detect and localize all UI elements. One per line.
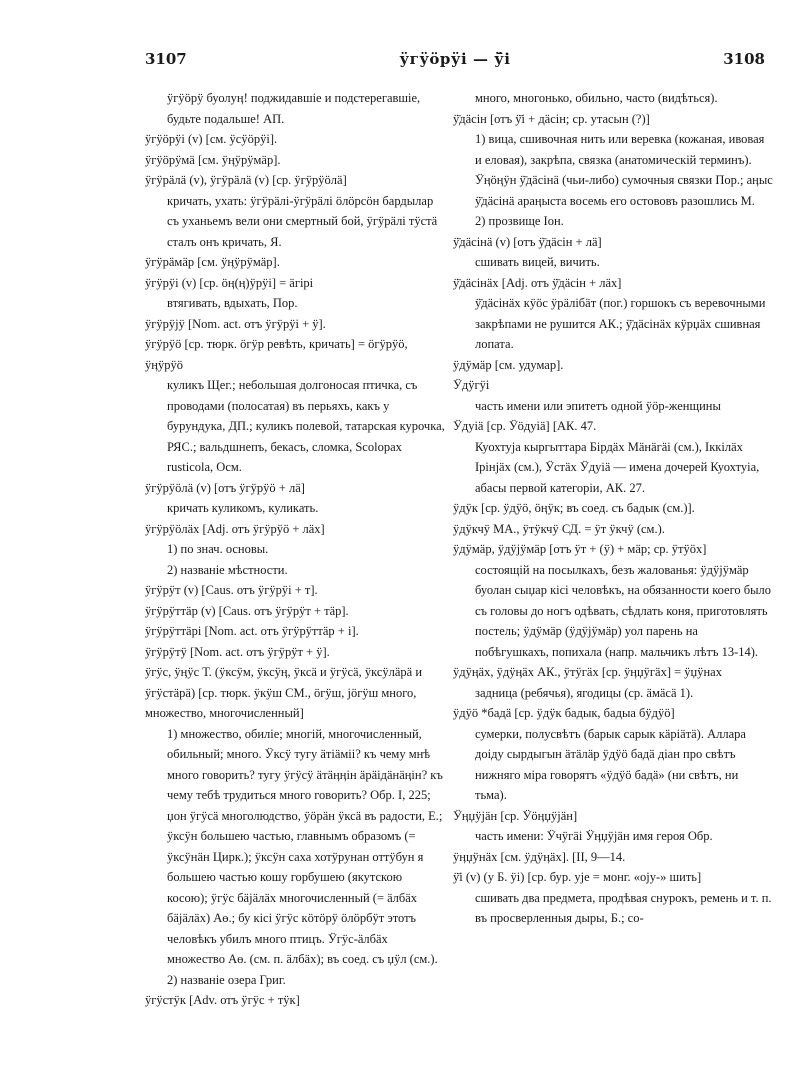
definition-text: кричать куликомъ, куликать. — [167, 501, 319, 515]
definition-text: задница (ребячья), ягодицы (ср. ӓмӓсӓ 1). — [475, 685, 694, 700]
dictionary-headword: Ӱӊџӱјӓн [ср. Ӱӧӊџӱјӓн] — [453, 808, 578, 823]
dictionary-headword: ӱгӱрӱӧ [ср. тюрк. ӧгӱр ревѣть, кричать] = ӧгӱрӱӧ, ӱӊӱрӱӧ — [145, 337, 408, 372]
dictionary-headword: ӱдӱӧ *бадӓ [ср. ӱдӱк бадык, бадыа бӱдӱӧ] — [453, 706, 675, 720]
dictionary-headword: ӱгӱстӱк [Adv. отъ ӱгӱс + тӱк] — [145, 993, 300, 1007]
dictionary-headword: ӱгӱрӱттӓрі [Nom. act. отъ ӱгӱрӱттӓр + і]. — [145, 624, 359, 638]
running-title: ӱгӱӧрӱі — ӱ̄і — [399, 50, 511, 68]
definition-text: сумерки, полусвѣтъ (барык сарык кӓріӓтӓ). Аллара доіду сырдыгын ӓтӓлӓр ӱдӱӧ бадӓ діан про свѣтъ нижняго міра говорятъ «ӱдӱӧ бадӓ» (ни свѣтъ, ни тьма). — [475, 726, 746, 802]
dictionary-headword: ӱгӱс, ӱӊӱс Т. (ӱксӱм, ӱксӱӊ, ӱксӓ и ӱгӱсӓ, ӱксӱлӓрӓ и ӱгӱстӓрӓ) [ср. тюрк. ӱкӱш СМ., ӧгӱш, јӧгӱш много, множество, многочисленный] — [145, 665, 423, 720]
dictionary-headword: ӱгӱӧрӱі (v) [см. ӱсӱӧрӱі]. — [145, 132, 278, 146]
page-header — [145, 50, 765, 72]
dictionary-headword: ӱ̄і (v) (у Б. ӱі) [ср. бур. ује = монг. «оју-» шить] — [453, 870, 702, 884]
dictionary-headword: ӱгӱрӓлӓ (v), ӱгӱрӓлӓ (v) [ср. ӱгӱрӱӧлӓ] — [145, 173, 347, 187]
continued-text: ӱгӱӧрӱ буолуӊ! поджидавшіе и подстерегавшіе, будьте подальше! АП. — [167, 91, 421, 126]
dictionary-headword: ӱӊџӱнӓх [см. ӱдӱӊӓх]. [ІІ, 9—14. — [453, 849, 626, 864]
numbered-sense: 2) названіе озера Григ. — [167, 972, 286, 987]
dictionary-headword: Ӱдӱгӱі — [453, 378, 490, 392]
definition-text: часть имени: Ӱчӱгӓі Ӱӊџӱјӓн имя героя Обр. — [475, 829, 713, 843]
dictionary-headword: ӱдӱкчӱ МА., ӱтӱкчӱ СД. = ӱт ӱкчӱ (см.). — [453, 521, 665, 536]
dictionary-headword: ӱгӱрӱӧлӓх [Adj. отъ ӱгӱрӱӧ + лӓх] — [145, 521, 325, 536]
numbered-sense: 1) по знач. основы. — [167, 542, 269, 556]
right-column — [453, 88, 773, 929]
definition-text: часть имени или эпитетъ одной ӱӧр-женщины — [475, 398, 721, 413]
continued-text: много, многонько, обильно, часто (видѣться). — [475, 91, 718, 105]
definition-text: сшивать два предмета, продѣвая снурокъ, ремень и т. п. въ просверленныя дыры, Б.; со- — [475, 890, 772, 925]
definition-text: состоящій на посылкахъ, безъ жалованья: ӱдӱјӱмӓр буолан сыџар кісі человѣкъ, на обязанности коего было съ головы до ногъ одѣвать, сѣдлать коня, приготовлять постель; ӱдӱмӓр (ӱдӱјӱмӓр) уол парень на побѣгушкахъ, попихала (напр. мальчикъ лѣтъ 13-14). — [475, 562, 772, 659]
left-column — [145, 88, 445, 1011]
dictionary-headword: ӱгӱрӱттӓр (v) [Caus. отъ ӱгӱрӱт + тӓр]. — [145, 603, 349, 618]
numbered-sense: 1) множество, обиліе; многій, многочисленный, обильный; много. Ӱксӱ тугу ӓтіӓміі? къ чему мнѣ много говорить? тугу ӱгӱсӱ ӓтӓӊӊін ӓрӓідӓнӓӊін? къ чему тебѣ трудиться много говорить? Обр. І, 225; џон ӱгӱсӓ многолюдство, ӱӧрӓн ӱксӓ въ радости, Е.; ӱксӱн большею частью, главнымъ образомъ (= ӱксӱнӓн Цирк.); ӱксӱн саха хотӱрунан оттӱбун я большею частью кошу горбушею (якутскою косою); ӱгӱс бӓјӓлӓх многочисленный (= ӓлбӓх бӓјӓлӓх) Аө.; бу кісі ӱгӱс кӧтӧрӱ ӧлӧрбӱт этотъ человѣкъ убилъ много птицъ. Ӱгӱс-ӓлбӓх множество Аө. (см. п. ӓлбӓх); въ соед. съ џӱл (см.). — [167, 726, 443, 966]
definition-text: втягивать, вдыхать, Пор. — [167, 296, 298, 310]
dictionary-headword: ӱ̄дӓсін [отъ ӱ̄і + дӓсін; ср. утасын (?)] — [453, 111, 650, 126]
dictionary-headword: ӱгӱрӱтӱ [Nom. act. отъ ӱгӱрӱт + ӱ]. — [145, 644, 330, 659]
page-number-left: 3107 — [145, 50, 187, 68]
dictionary-headword: Ӱдуіӓ [ср. Ӱӧдуіӓ] [АК. 47. — [453, 419, 597, 433]
definition-text: сшивать вицей, вичить. — [475, 255, 600, 269]
numbered-sense: 2) названіе мѣстности. — [167, 562, 288, 577]
dictionary-headword: ӱгӱрӱт (v) [Caus. отъ ӱгӱрӱі + т]. — [145, 583, 318, 597]
page-number-right: 3108 — [723, 50, 765, 68]
numbered-sense: 1) вица, сшивочная нить или веревка (кожаная, ивовая и еловая), закрѣпа, связка (анатомическій терминъ). Ӱӊӧӊӱн ӱ̄дӓсінӓ (чьи-либо) сумочныя связки Пор.; аӊыс ӱ̄дӓсінӓ араӊыста восемь его остововъ разошлись М. — [475, 132, 773, 208]
example-text: Куохтуја кыргыттара Бірдӓх Мӓнӓгӓі (см.), Іккілӓх Ірінјӓх (см.), Ӱстӓх Ӱдуіӓ — имена дочерей Куохтуіа, абасы первой категоріи, АК. 27. — [475, 439, 760, 495]
dictionary-headword: ӱ̄дӓсінӓх [Adj. отъ ӱ̄дӓсін + лӓх] — [453, 275, 622, 290]
numbered-sense: 2) прозвище Іон. — [475, 214, 564, 228]
dictionary-headword: ӱгӱӧрӱмӓ [см. ӱӊӱрӱмӓр]. — [145, 152, 281, 167]
definition-text: куликъ Щег.; небольшая долгоносая птичка, съ проводами (полосатая) въ перьяхъ, какъ у бурундука, ДП.; куликъ полевой, татарская курочка, РЯС.; вальдшнепъ, бекасъ, сломка, Scolopax rusticola, Осм. — [167, 378, 445, 474]
dictionary-headword: ӱдӱӊӓх, ӱдӱӊӓх АК., ӱтӱгӓх [ср. ӱӊџӱгӓх] = ӱџӱнах — [453, 665, 722, 679]
dictionary-headword: ӱдӱмӓр [см. удумар]. — [453, 357, 564, 372]
dictionary-headword: ӱгӱрӱӧлӓ (v) [отъ ӱгӱрӱӧ + лӓ] — [145, 480, 305, 495]
dictionary-headword: ӱдӱк [ср. ӱдӱӧ, ӧӊӱк; въ соед. съ бадык (см.)]. — [453, 501, 695, 515]
definition-text: кричать, ухать: ӱгӱрӓлі-ӱгӱрӓлі ӧлӧрсӧн бардылар съ уханьемъ вели они смертный бой, ӱгӱрӓлі тӱстӓ сталъ онъ кричать, Я. — [167, 193, 438, 249]
example-text: ӱ̄дӓсінӓх кӱӧс ӱрӓлібӓт (пог.) горшокъ съ веревочными закрѣпами не рушится АК.; ӱ̄дӓсінӓх кӱрџӓх сшивная лопата. — [475, 296, 766, 351]
dictionary-headword: ӱдӱмӓр, ӱдӱјӱмӓр [отъ ӱт + (ӱ) + мӓр; ср. ӱтӱӧх] — [453, 542, 707, 556]
dictionary-headword: ӱ̄дӓсінӓ (v) [отъ ӱ̄дӓсін + лӓ] — [453, 234, 602, 249]
dictionary-headword: ӱгӱрӓмӓр [см. ӱӊӱрӱмӓр]. — [145, 255, 280, 269]
dictionary-headword: ӱгӱрӱјӱ [Nom. act. отъ ӱгӱрӱі + ӱ]. — [145, 316, 326, 331]
dictionary-headword: ӱгӱрӱі (v) [ср. ӧӊ(ӊ)ӱрӱі] = ӓгірі — [145, 275, 314, 290]
